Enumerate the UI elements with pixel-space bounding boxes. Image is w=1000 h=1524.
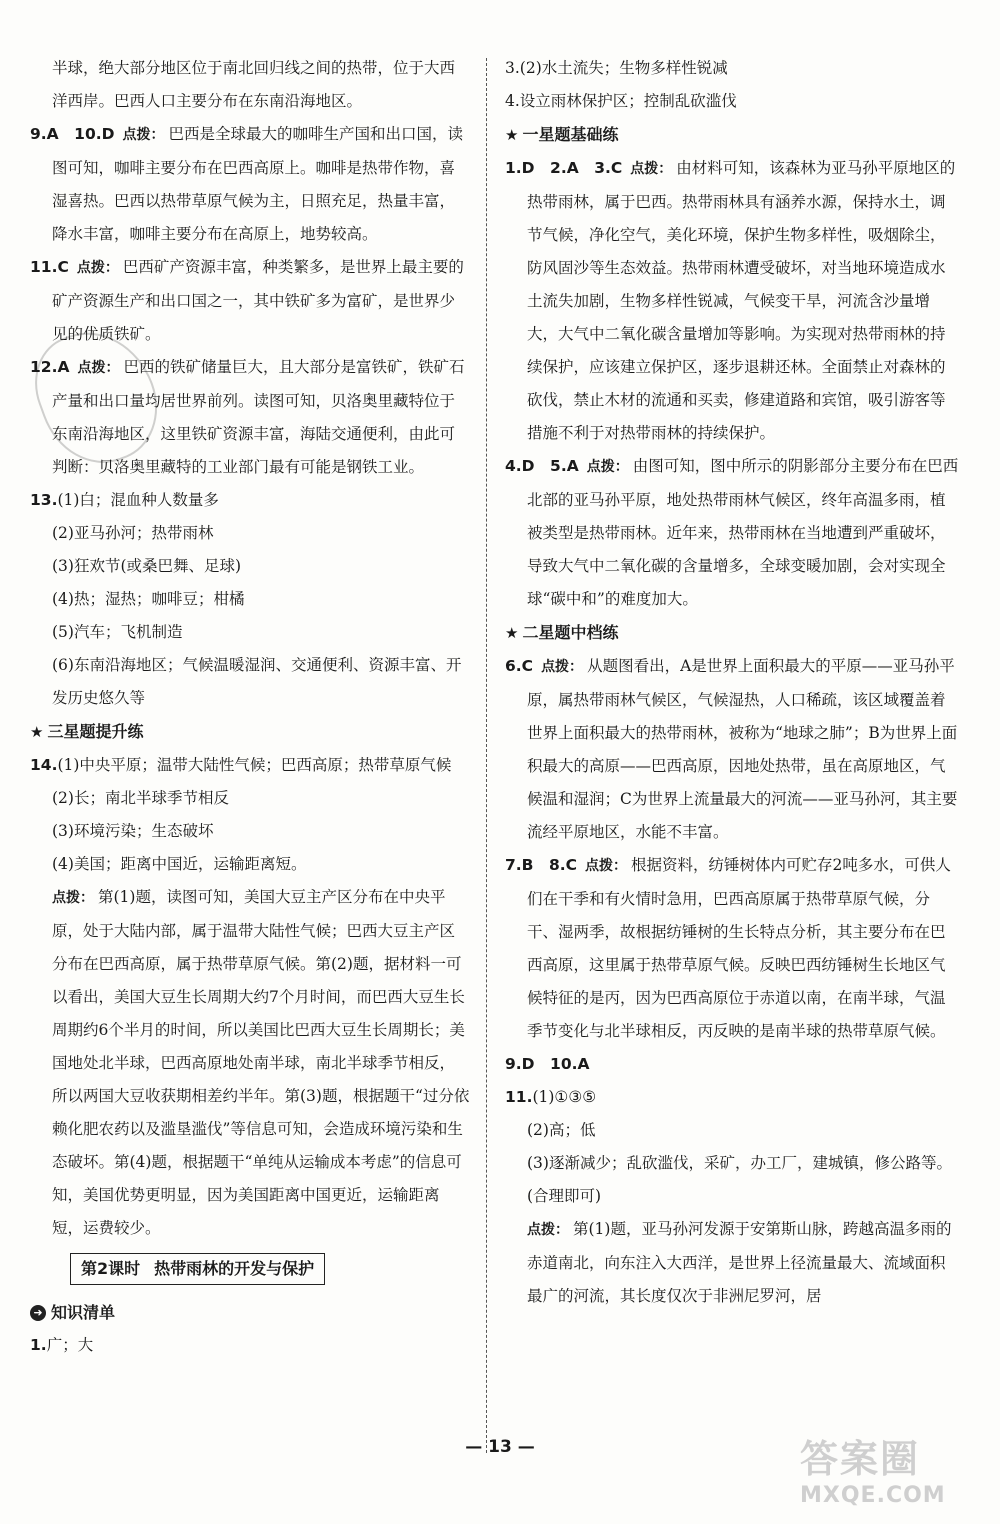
section-heading — [505, 118, 960, 152]
answer-line: (5)汽车；飞机制造 — [52, 623, 183, 641]
answer-number: 1. — [30, 1336, 47, 1354]
answer-item — [505, 650, 960, 849]
answer-line: 半球，绝大部分地区位于南北回归线之间的热带，位于大西洋西岸。巴西人口主要分布在东南沿海地区。 — [52, 59, 456, 110]
answer-text: 巴西是全球最大的咖啡生产国和出口国，读图可知，咖啡主要分布在巴西高原上。咖啡是热带作物，喜湿喜热。巴西以热带草原气候为主，日照充足，热量丰富，降水丰富，咖啡主要分布在高原上，地势较高。 — [52, 125, 464, 243]
answer-line: (6)东南沿海地区；气候温暖湿润、交通便利、资源丰富、开发历史悠久等 — [52, 656, 462, 707]
hint-label: 点拨： — [585, 858, 628, 874]
answer-line: (4)热；湿热；咖啡豆；柑橘 — [52, 590, 245, 608]
section-heading — [30, 715, 470, 749]
section-title: 一星题基础练 — [522, 125, 619, 144]
answer-line: (2)高；低 — [527, 1121, 596, 1139]
answer-item — [30, 749, 470, 782]
answer-number: 14. — [30, 756, 58, 774]
watermark-logo — [800, 1435, 990, 1515]
hint-text: 第(1)题，亚马孙河发源于安第斯山脉，跨越高温多雨的赤道南北，向东注入大西洋，是世界上径流量最大、流域面积最广的河流，其长度仅次于非洲尼罗河，居 — [527, 1220, 952, 1305]
answer-text: 巴西的铁矿储量巨大，且大部分是富铁矿，铁矿石产量和出口量均居世界前列。读图可知，贝洛奥里藏特位于东南沿海地区，这里铁矿资源丰富，海陆交通便利，由此可判断：贝洛奥里藏特的工业部门最有可能是钢铁工业。 — [52, 358, 465, 476]
answer-line: (4)美国；距离中国近，运输距离短。 — [52, 855, 307, 873]
answer-line: (2)亚马孙河；热带雨林 — [52, 524, 214, 542]
star-icon: ★ — [30, 723, 44, 741]
lesson-title-box — [70, 1253, 325, 1285]
knowledge-list-title: 知识清单 — [51, 1303, 116, 1322]
hint-label: 点拨： — [122, 127, 165, 143]
knowledge-list-heading — [30, 1297, 470, 1329]
answer-item — [30, 484, 470, 517]
answer-number: 13. — [30, 491, 58, 509]
answer-line: 4.设立雨林保护区；控制乱砍滥伐 — [505, 92, 737, 110]
answer-text: 根据资料，纺锤树体内可贮存2吨多水，可供人们在干季和有火情时急用，巴西高原属于热带草原气候，分干、湿两季，故根据纺锤树的生长特点分析，其主要分布在巴西高原，这里属于热带草原气候。反映巴西纺锤树生长地区气候特征的是丙，因为巴西高原位于赤道以南，在南半球，气温季节变化与北半球相反，丙反映的是南半球的热带草原气候。 — [527, 856, 951, 1040]
answer-number: 12.A — [30, 358, 70, 376]
section-heading — [505, 616, 960, 650]
answer-item — [505, 1081, 960, 1114]
answer-number: 1.D 2.A 3.C — [505, 159, 623, 177]
hint-label: 点拨： — [77, 360, 120, 376]
answer-number: 11.C — [30, 258, 69, 276]
watermark-url: MXQE.COM — [800, 1483, 946, 1508]
answer-line: (2)长；南北半球季节相反 — [52, 789, 229, 807]
lesson-number: 第2课时 — [81, 1259, 141, 1278]
answer-line: (3)环境污染；生态破坏 — [52, 822, 214, 840]
answer-line: 3.(2)水土流失；生物多样性锐减 — [505, 59, 728, 77]
watermark-title: 答案圈 — [800, 1437, 921, 1481]
answer-item — [30, 251, 470, 351]
right-column — [505, 52, 960, 1313]
answer-text: 由材料可知，该森林为亚马孙平原地区的热带雨林，属于巴西。热带雨林具有涵养水源，保持水土，调节气候，净化空气，美化环境，保护生物多样性，吸烟除尘，防风固沙等生态效益。热带雨林遭受破坏，对当地环境造成水土流失加剧，生物多样性锐减，气候变干旱，河流含沙量增大，大气中二氧化碳含量增加等影响。为实现对热带雨林的持续保护，应该建立保护区，逐步退耕还林。全面禁止对森林的砍伐，禁止木材的流通和买卖，修建道路和宾馆，吸引游客等措施不利于对热带雨林的持续保护。 — [527, 159, 956, 442]
answer-text: 从题图看出，A是世界上面积最大的平原——亚马孙平原，属热带雨林气候区，气候湿热，人口稀疏，该区域覆盖着世界上面积最大的热带雨林，被称为“地球之肺”；B为世界上面积最大的高原——巴西高原，因地处热带，虽在高原地区，气候温和湿润；C为世界上流量最大的河流——亚马孙河，其主要流经平原地区，水能不丰富。 — [527, 657, 958, 841]
answer-item — [505, 1048, 960, 1081]
star-icon: ★ — [505, 624, 519, 642]
page-number: — 13 — — [465, 1437, 535, 1457]
hint-label: 点拨： — [541, 659, 584, 675]
answer-text: (1)白；混血种人数量多 — [57, 491, 219, 509]
answer-item — [30, 118, 470, 251]
answer-text: 广；大 — [46, 1336, 94, 1354]
answer-number: 9.D 10.A — [505, 1055, 590, 1073]
answer-line: (3)逐渐减少；乱砍滥伐，采矿，办工厂，建城镇，修公路等。(合理即可) — [527, 1154, 952, 1205]
left-column — [30, 52, 470, 1362]
hint-label: 点拨： — [586, 459, 629, 475]
answer-item — [30, 351, 470, 484]
answer-item — [505, 152, 960, 450]
answer-number: 7.B 8.C — [505, 856, 578, 874]
answer-item — [505, 849, 960, 1048]
hint-label: 点拨： — [52, 890, 94, 906]
hint-paragraph — [505, 1213, 960, 1313]
hint-text: 第(1)题，读图可知，美国大豆主产区分布在中央平原，处于大陆内部，属于温带大陆性气候；巴西大豆主产区分布在巴西高原，属于热带草原气候。第(2)题，据材料一可以看出，美国大豆生长周期大约7个月时间，而巴西大豆生长周期约6个半月的时间，所以美国比巴西大豆生长周期长；美国地处北半球，巴西高原地处南半球，南北半球季节相反，所以两国大豆收获期相差约半年。第(3)题，根据题干“过分依赖化肥农药以及滥垦滥伐”等信息可知，会造成环境污染和生态破坏。第(4)题，根据题干“单纯从运输成本考虑”的信息可知，美国优势更明显，因为美国距离中国更近，运输距离短，运费较少。 — [52, 888, 470, 1237]
answer-number: 6.C — [505, 657, 534, 675]
answer-text: 由图可知，图中所示的阴影部分主要分布在巴西北部的亚马孙平原，地处热带雨林气候区，终年高温多雨，植被类型是热带雨林。近年来，热带雨林在当地遭到严重破坏，导致大气中二氧化碳的含量增多，全球变暖加剧，会对实现全球“碳中和”的难度加大。 — [527, 457, 959, 608]
hint-label: 点拨： — [527, 1222, 569, 1238]
answer-item — [505, 450, 960, 616]
answer-text: (1)中央平原；温带大陆性气候；巴西高原；热带草原气候 — [57, 756, 452, 774]
arrow-circle-icon: ➜ — [30, 1305, 46, 1321]
answer-line: (3)狂欢节(或桑巴舞、足球) — [52, 557, 242, 575]
answer-number: 9.A 10.D — [30, 125, 115, 143]
section-title: 三星题提升练 — [47, 722, 144, 741]
lesson-name: 热带雨林的开发与保护 — [154, 1259, 315, 1278]
hint-paragraph — [30, 881, 470, 1245]
answer-text: 巴西矿产资源丰富，种类繁多，是世界上最主要的矿产资源生产和出口国之一，其中铁矿多为富矿，是世界少见的优质铁矿。 — [52, 258, 464, 343]
hint-label: 点拨： — [630, 161, 673, 177]
answer-number: 4.D 5.A — [505, 457, 579, 475]
answer-text: (1)①③⑤ — [532, 1088, 597, 1106]
section-title: 二星题中档练 — [522, 623, 619, 642]
answer-item — [30, 1329, 470, 1362]
star-icon: ★ — [505, 126, 519, 144]
answer-number: 11. — [505, 1088, 533, 1106]
column-divider — [486, 58, 487, 1453]
hint-label: 点拨： — [76, 260, 119, 276]
